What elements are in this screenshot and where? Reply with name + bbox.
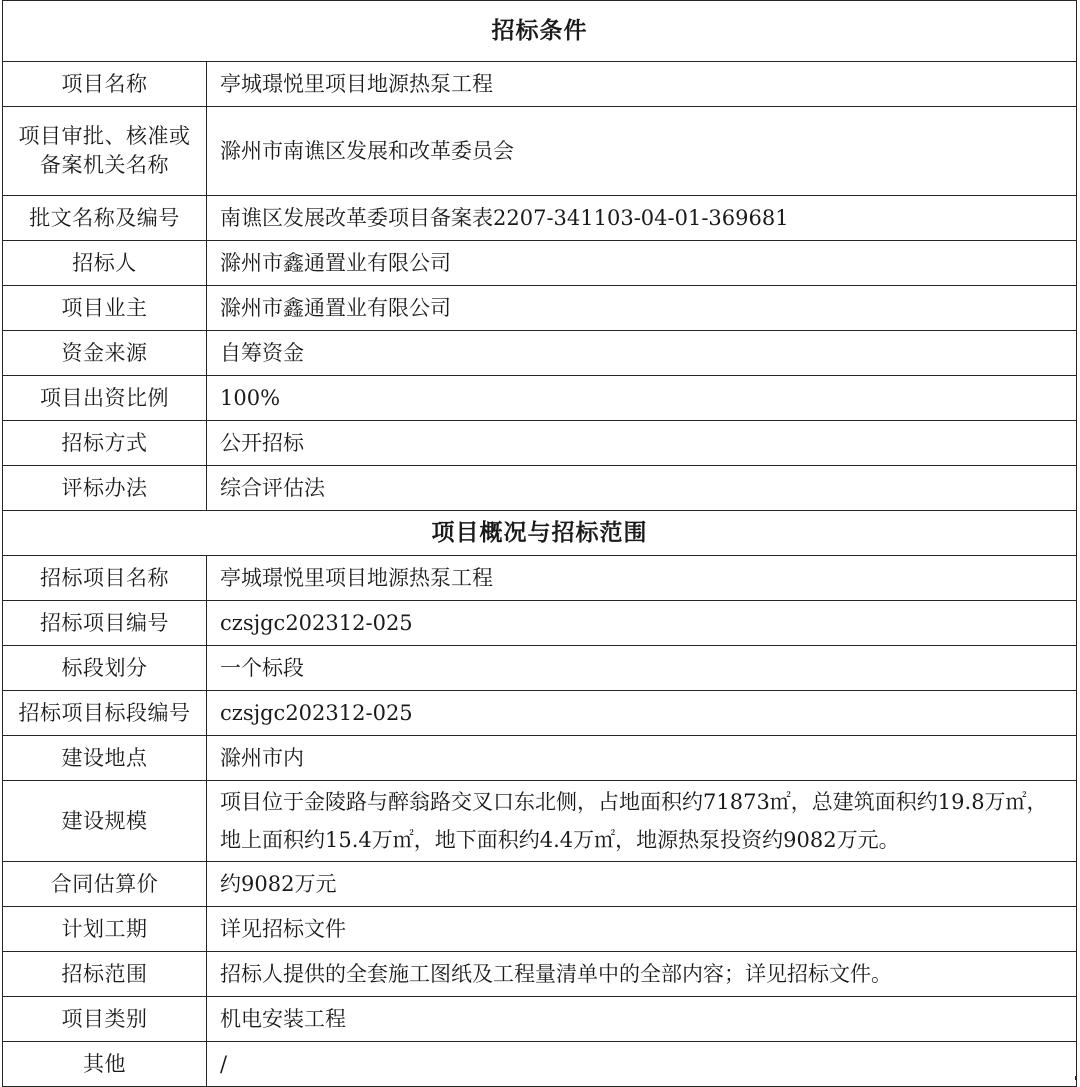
- row-label: 招标项目名称: [3, 556, 207, 601]
- row-value: /: [207, 1042, 1077, 1087]
- row-label: 批文名称及编号: [3, 196, 207, 241]
- table-row: [3, 331, 1077, 376]
- tender-info-sheet: [2, 0, 1076, 1087]
- row-label: 合同估算价: [3, 862, 207, 907]
- row-value: 招标人提供的全套施工图纸及工程量清单中的全部内容；详见招标文件。: [207, 952, 1077, 997]
- row-label: 资金来源: [3, 331, 207, 376]
- row-label: 项目出资比例: [3, 376, 207, 421]
- row-value: 约9082万元: [207, 862, 1077, 907]
- row-label: 评标办法: [3, 466, 207, 511]
- row-label: 建设规模: [3, 781, 207, 862]
- row-label: 招标项目编号: [3, 601, 207, 646]
- row-label: 项目业主: [3, 286, 207, 331]
- row-label-line: 项目审批、核准或: [18, 124, 191, 148]
- row-value-line: 项目位于金陵路与醉翁路交叉口东北侧，占地面积约71873㎡，总建筑面积约19.8万㎡，: [220, 790, 1048, 814]
- row-value: 亭城璟悦里项目地源热泵工程: [207, 556, 1077, 601]
- row-value: 综合评估法: [207, 466, 1077, 511]
- row-value: 亭城璟悦里项目地源热泵工程: [207, 62, 1077, 107]
- section-title: 招标条件: [3, 1, 1077, 62]
- row-label: 项目名称: [3, 62, 207, 107]
- row-label: 招标人: [3, 241, 207, 286]
- table-row: [3, 691, 1077, 736]
- table-row: [3, 241, 1077, 286]
- row-value: 滁州市鑫通置业有限公司: [207, 286, 1077, 331]
- table-row: [3, 646, 1077, 691]
- row-value: 滁州市鑫通置业有限公司: [207, 241, 1077, 286]
- row-value: czsjgc202312-025: [207, 691, 1077, 736]
- row-value: [207, 781, 1077, 862]
- table-row: [3, 736, 1077, 781]
- row-label: 招标方式: [3, 421, 207, 466]
- row-label: 标段划分: [3, 646, 207, 691]
- row-value: 公开招标: [207, 421, 1077, 466]
- row-value: 机电安装工程: [207, 997, 1077, 1042]
- row-label: 建设地点: [3, 736, 207, 781]
- row-value: czsjgc202312-025: [207, 601, 1077, 646]
- table-row: [3, 997, 1077, 1042]
- row-label: 其他: [3, 1042, 207, 1087]
- row-value: 自筹资金: [207, 331, 1077, 376]
- table-row: [3, 952, 1077, 997]
- row-label-line: 备案机关名称: [40, 153, 169, 177]
- row-value: 滁州市内: [207, 736, 1077, 781]
- table-row: [3, 781, 1077, 862]
- row-label: 招标范围: [3, 952, 207, 997]
- table-continuation-edge: [2, 1076, 1076, 1080]
- table-row: [3, 107, 1077, 196]
- table-row: [3, 421, 1077, 466]
- row-label: [3, 107, 207, 196]
- table-row: [3, 196, 1077, 241]
- table-row: [3, 466, 1077, 511]
- section-header-tender-conditions: [3, 1, 1077, 62]
- row-label: 招标项目标段编号: [3, 691, 207, 736]
- row-value: 南谯区发展改革委项目备案表2207-341103-04-01-369681: [207, 196, 1077, 241]
- row-value: 一个标段: [207, 646, 1077, 691]
- row-value: 滁州市南谯区发展和改革委员会: [207, 107, 1077, 196]
- section-title: 项目概况与招标范围: [3, 511, 1077, 556]
- table-row: [3, 907, 1077, 952]
- row-value: 详见招标文件: [207, 907, 1077, 952]
- table-row: [3, 62, 1077, 107]
- table-row: [3, 376, 1077, 421]
- table-row: [3, 556, 1077, 601]
- table-row: [3, 286, 1077, 331]
- row-label: 计划工期: [3, 907, 207, 952]
- row-label: 项目类别: [3, 997, 207, 1042]
- table-row: [3, 601, 1077, 646]
- row-value-line: 地上面积约15.4万㎡，地下面积约4.4万㎡，地源热泵投资约9082万元。: [220, 828, 900, 852]
- tender-info-table: [2, 0, 1077, 1087]
- table-row: [3, 862, 1077, 907]
- row-value: 100%: [207, 376, 1077, 421]
- section-header-project-overview: [3, 511, 1077, 556]
